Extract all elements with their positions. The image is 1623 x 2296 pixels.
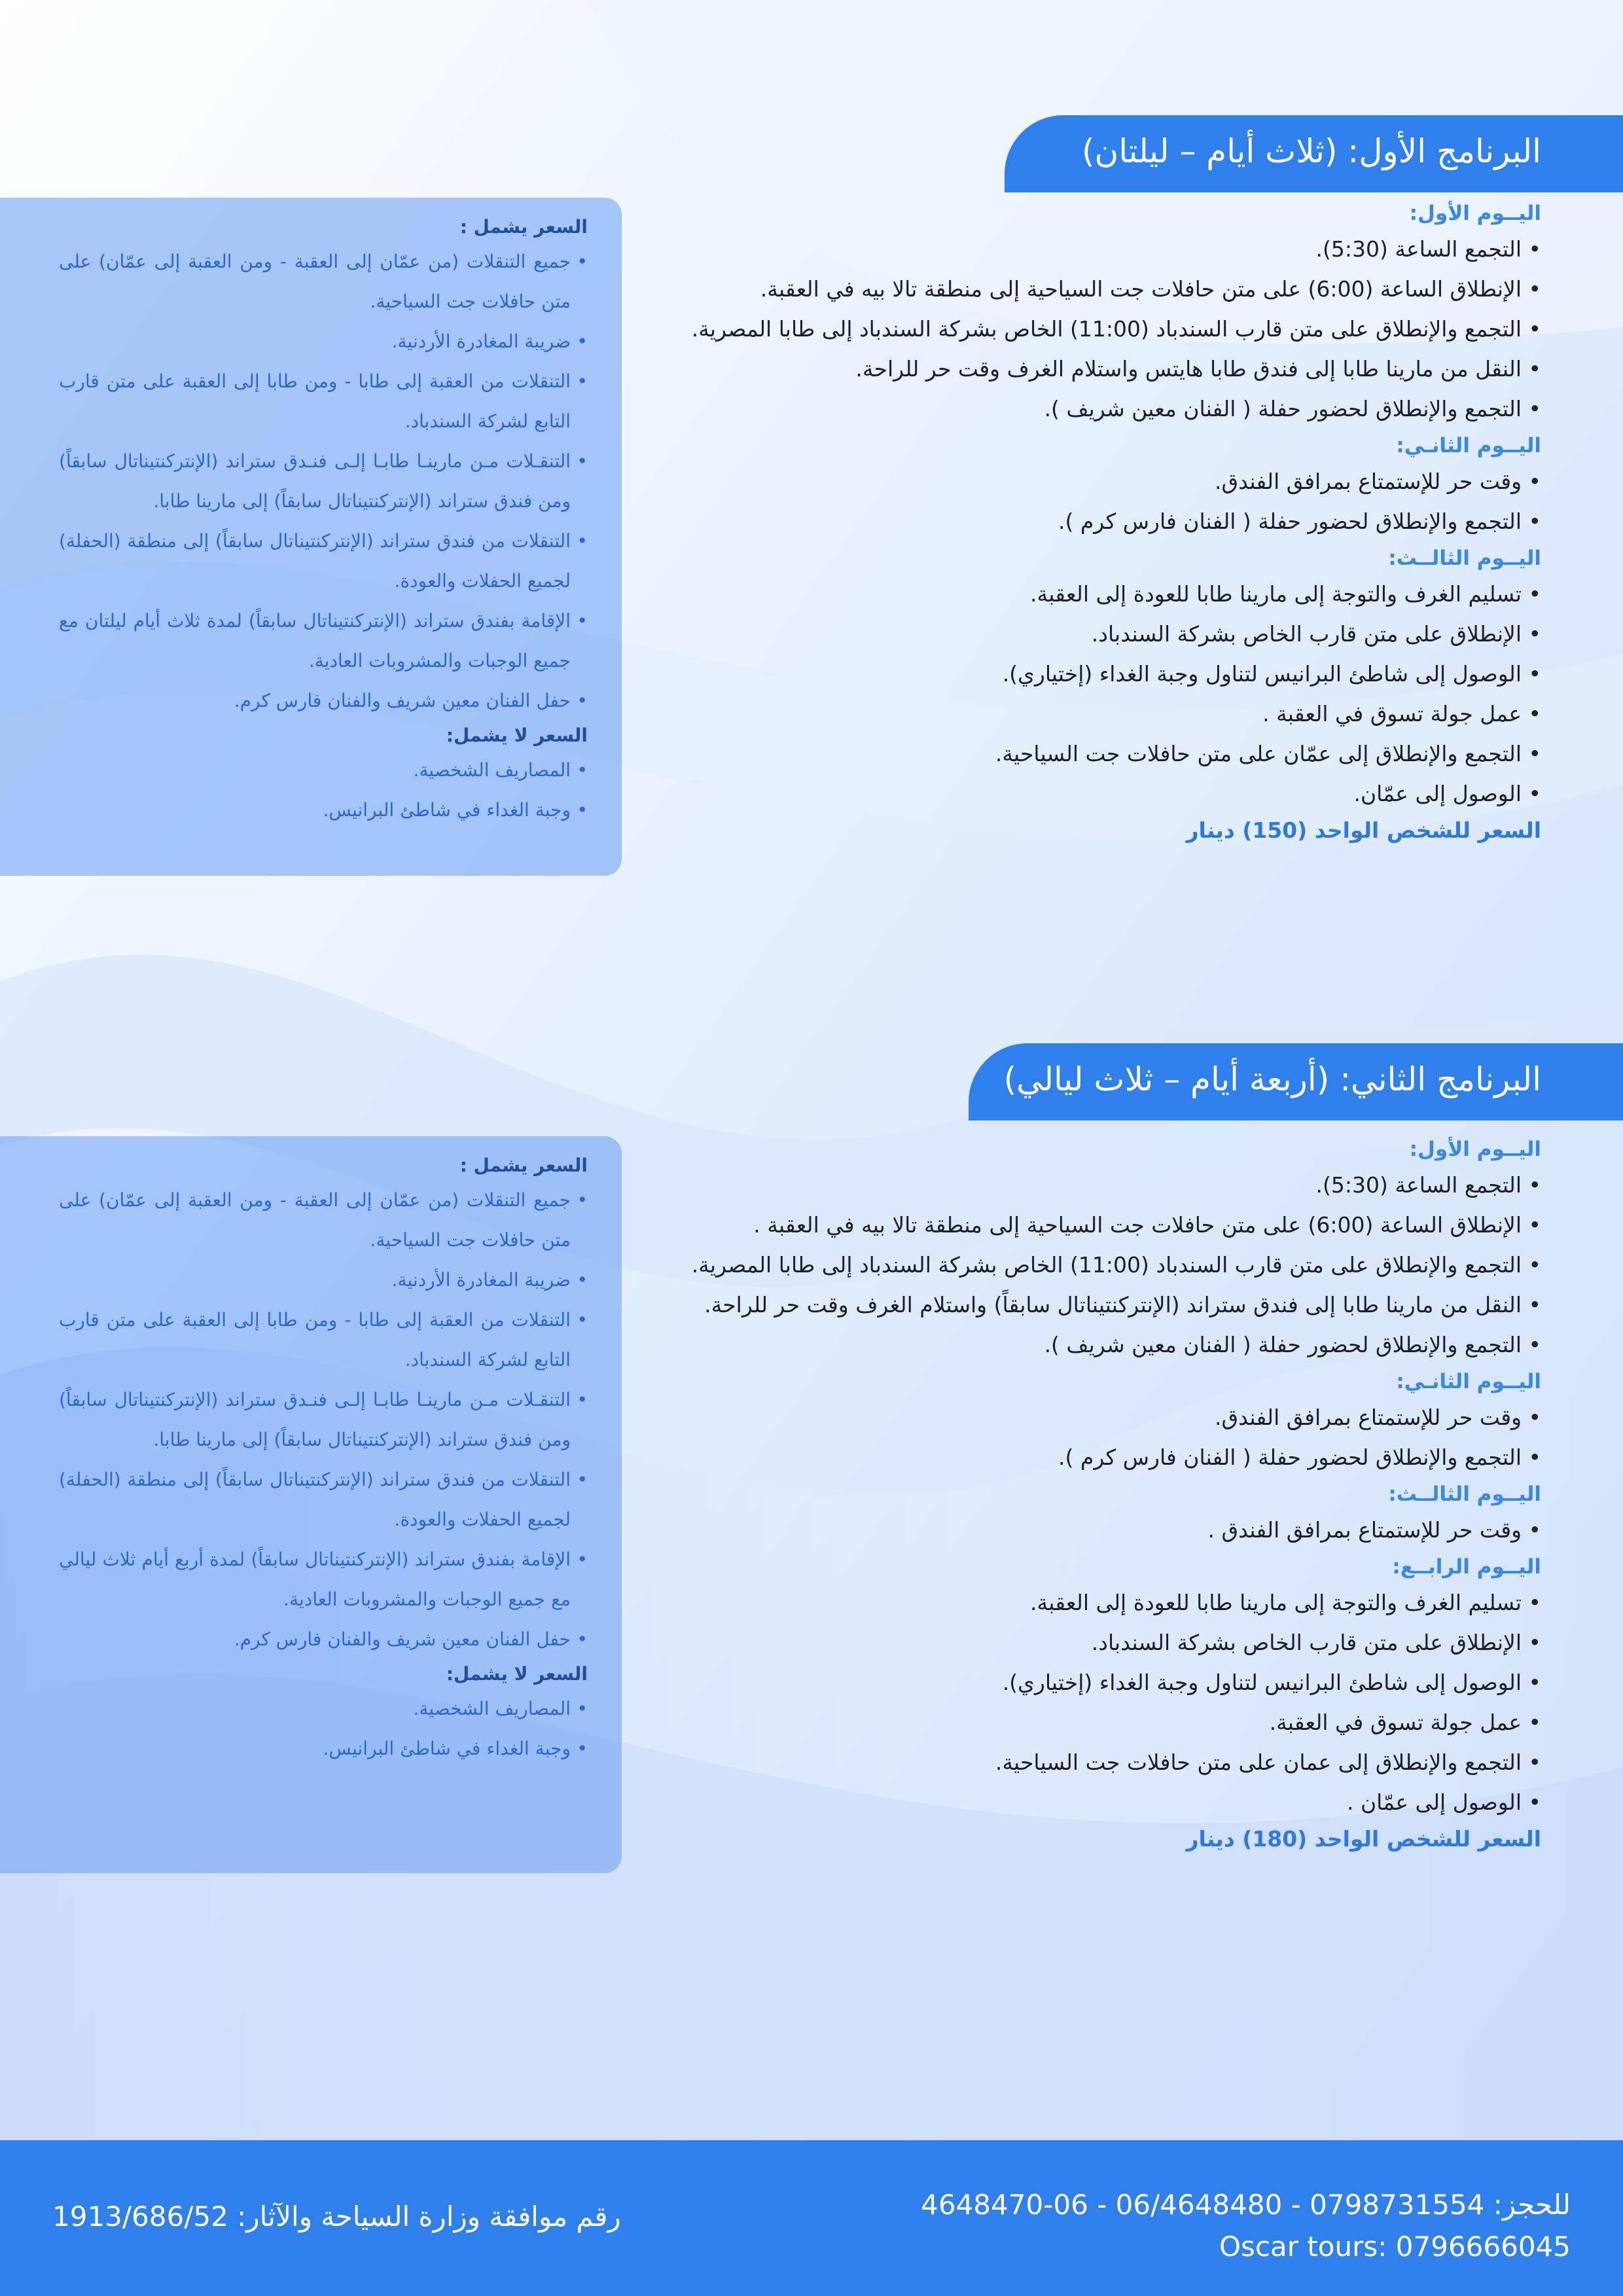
list-item: • وجبة الغداء في شاطئ البرانيس. <box>59 790 588 830</box>
list-item: • عمل جولة تسوق في العقبة. <box>560 1702 1541 1742</box>
includes-heading: السعر يشمل : <box>459 216 588 238</box>
list-item: • وقت حر للإستمتاع بمرافق الفندق. <box>560 461 1541 501</box>
program1-day2-heading: اليــوم الثانـي: <box>1396 434 1541 457</box>
list-item: • حفل الفنان معين شريف والفنان فارس كرم. <box>59 1619 588 1659</box>
list-item: • ضريبة المغادرة الأردنية. <box>59 1260 588 1300</box>
ministry-license: رقم موافقة وزارة السياحة والآثار: 1913/686/52 <box>52 2200 621 2233</box>
list-item: • الوصول إلى شاطئ البرانيس لتناول وجبة الغداء (إختياري). <box>560 654 1541 694</box>
list-item: • وقت حر للإستمتاع بمرافق الفندق. <box>560 1397 1541 1437</box>
program2-day3-heading: اليــوم الثالــث: <box>1388 1482 1541 1506</box>
includes-list <box>59 242 588 721</box>
list-item: • الإنطلاق على متن قارب الخاص بشركة السندباد. <box>560 1623 1541 1662</box>
list-item: • وجبة الغداء في شاطئ البرانيس. <box>59 1729 588 1768</box>
list-item: • جميع التنقلات (من عمّان إلى العقبة - ومن العقبة إلى عمّان) على متن حافلات جت السياحية. <box>59 1180 588 1260</box>
list-item: • التنقـلات مـن مارينـا طابـا إلـى فنـدق ستراند (الإنتركنتيناتال سابقاً) ومن فندق ستراند (الإنتركنتيناتال سابقاً) إلى مارينا طابا. <box>59 441 588 521</box>
list-item: • ضريبة المغادرة الأردنية. <box>59 321 588 361</box>
program1-title-band <box>1005 115 1623 192</box>
list-item: • وقت حر للإستمتاع بمرافق الفندق . <box>560 1510 1541 1550</box>
footer-bar <box>0 2140 1623 2296</box>
list-item: • تسليم الغرف والتوجة إلى مارينا طابا للعودة إلى العقبة. <box>560 1583 1541 1623</box>
list-item: • تسليم الغرف والتوجة إلى مارينا طابا للعودة إلى العقبة. <box>560 574 1541 614</box>
list-item: • الإقامة بفندق ستراند (الإنتركنتيناتال سابقاً) لمدة ثلاث أيام ليلتان مع جميع الوجبات والمشروبات العادية. <box>59 601 588 681</box>
program1-day2-list <box>560 461 1541 541</box>
program2-price: السعر للشخص الواحد (180) دينار <box>1186 1826 1541 1852</box>
list-item: • التجمع والإنطلاق إلى عمان على متن حافلات جت السياحية. <box>560 1742 1541 1782</box>
list-item: • حفل الفنان معين شريف والفنان فارس كرم. <box>59 681 588 721</box>
list-item: • التنقلات من العقبة إلى طابا - ومن طابا إلى العقبة على متن قارب التابع لشركة السندباد. <box>59 361 588 441</box>
list-item: • التجمع والإنطلاق لحضور حفلة ( الفنان فارس كرم ). <box>560 1437 1541 1477</box>
program1-day3-list <box>560 574 1541 814</box>
booking-phones: للحجز: 0798731554 - 06/4648480 - 06-4648470 <box>921 2189 1571 2221</box>
program1-day1-list <box>560 229 1541 429</box>
list-item: • النقل من مارينا طابا إلى فندق طابا هايتس واستلام الغرف وقت حر للراحة. <box>560 349 1541 389</box>
program2-day1-list <box>560 1165 1541 1365</box>
program2-day1-heading: اليــوم الأول: <box>1409 1138 1541 1161</box>
list-item: • الإقامة بفندق ستراند (الإنتركنتيناتال سابقاً) لمدة أربع أيام ثلاث ليالي مع جميع الوجبات والمشروبات العادية. <box>59 1539 588 1619</box>
list-item: • الإنطلاق على متن قارب الخاص بشركة السندباد. <box>560 614 1541 654</box>
program2-title: البرنامج الثاني: (أربعة أيام – ثلاث ليالي) <box>1003 1060 1541 1098</box>
list-item: • الوصول إلى عمّان. <box>560 774 1541 814</box>
list-item: • التنقـلات مـن مارينـا طابـا إلـى فنـدق ستراند (الإنتركنتيناتال سابقاً) ومن فندق ستراند (الإنتركنتيناتال سابقاً) إلى مارينا طابا. <box>59 1380 588 1460</box>
list-item: • التجمع الساعة (5:30). <box>560 229 1541 269</box>
list-item: • الإنطلاق الساعة (6:00) على متن حافلات جت السياحية إلى منطقة تالا بيه في العقبة. <box>560 269 1541 309</box>
list-item: • التجمع الساعة (5:30). <box>560 1165 1541 1205</box>
program2-day4-heading: اليــوم الرابــع: <box>1392 1555 1541 1579</box>
list-item: • التجمع والإنطلاق على متن قارب السندباد (11:00) الخاص بشركة السندباد إلى طابا المصرية. <box>560 309 1541 349</box>
program2-itinerary <box>560 1132 1541 1852</box>
program2-title-band <box>969 1043 1623 1121</box>
excludes-list <box>59 750 588 830</box>
excludes-list <box>59 1689 588 1768</box>
program2-day2-list <box>560 1397 1541 1477</box>
list-item: • التجمع والإنطلاق إلى عمّان على متن حافلات جت السياحية. <box>560 734 1541 774</box>
excludes-heading: السعر لا يشمل: <box>446 725 588 746</box>
list-item: • المصاريف الشخصية. <box>59 750 588 790</box>
list-item: • التجمع والإنطلاق لحضور حفلة ( الفنان معين شريف ). <box>560 1325 1541 1365</box>
list-item: • المصاريف الشخصية. <box>59 1689 588 1729</box>
list-item: • التنقلات من فندق ستراند (الإنتركنتيناتال سابقاً) إلى منطقة (الحفلة) لجميع الحفلات والعودة. <box>59 1460 588 1539</box>
program2-day2-heading: اليــوم الثانـي: <box>1396 1370 1541 1393</box>
program1-itinerary <box>560 196 1541 843</box>
list-item: • التجمع والإنطلاق على متن قارب السندباد (11:00) الخاص بشركة السندباد إلى طابا المصرية. <box>560 1245 1541 1285</box>
list-item: • الإنطلاق الساعة (6:00) على متن حافلات جت السياحية إلى منطقة تالا بيه في العقبة . <box>560 1205 1541 1245</box>
list-item: • النقل من مارينا طابا إلى فندق ستراند (الإنتركنتيناتال سابقاً) واستلام الغرف وقت حر للراحة. <box>560 1285 1541 1325</box>
list-item: • التنقلات من فندق ستراند (الإنتركنتيناتال سابقاً) إلى منطقة (الحفلة) لجميع الحفلات والعودة. <box>59 521 588 601</box>
list-item: • التنقلات من العقبة إلى طابا - ومن طابا إلى العقبة على متن قارب التابع لشركة السندباد. <box>59 1300 588 1380</box>
includes-heading: السعر يشمل : <box>459 1155 588 1176</box>
program2-day3-list <box>560 1510 1541 1550</box>
list-item: • جميع التنقلات (من عمّان إلى العقبة - ومن العقبة إلى عمّان) على متن حافلات جت السياحية. <box>59 242 588 321</box>
company-phone: Oscar tours: 0796666045 <box>1219 2231 1571 2263</box>
program1-price: السعر للشخص الواحد (150) دينار <box>1186 817 1541 843</box>
excludes-heading: السعر لا يشمل: <box>446 1663 588 1685</box>
program1-price-details <box>0 198 622 876</box>
list-item: • الوصول إلى عمّان . <box>560 1782 1541 1822</box>
list-item: • الوصول إلى شاطئ البرانيس لتناول وجبة الغداء (إختياري). <box>560 1662 1541 1702</box>
list-item: • التجمع والإنطلاق لحضور حفلة ( الفنان معين شريف ). <box>560 389 1541 429</box>
includes-list <box>59 1180 588 1659</box>
program1-day1-heading: اليــوم الأول: <box>1409 202 1541 225</box>
program1-title: البرنامج الأول: (ثلاث أيام – ليلتان) <box>1082 132 1541 170</box>
program2-day4-list <box>560 1583 1541 1822</box>
program1-day3-heading: اليــوم الثالــث: <box>1388 547 1541 570</box>
list-item: • عمل جولة تسوق في العقبة . <box>560 694 1541 734</box>
program2-price-details <box>0 1136 622 1873</box>
list-item: • التجمع والإنطلاق لحضور حفلة ( الفنان فارس كرم ). <box>560 501 1541 541</box>
